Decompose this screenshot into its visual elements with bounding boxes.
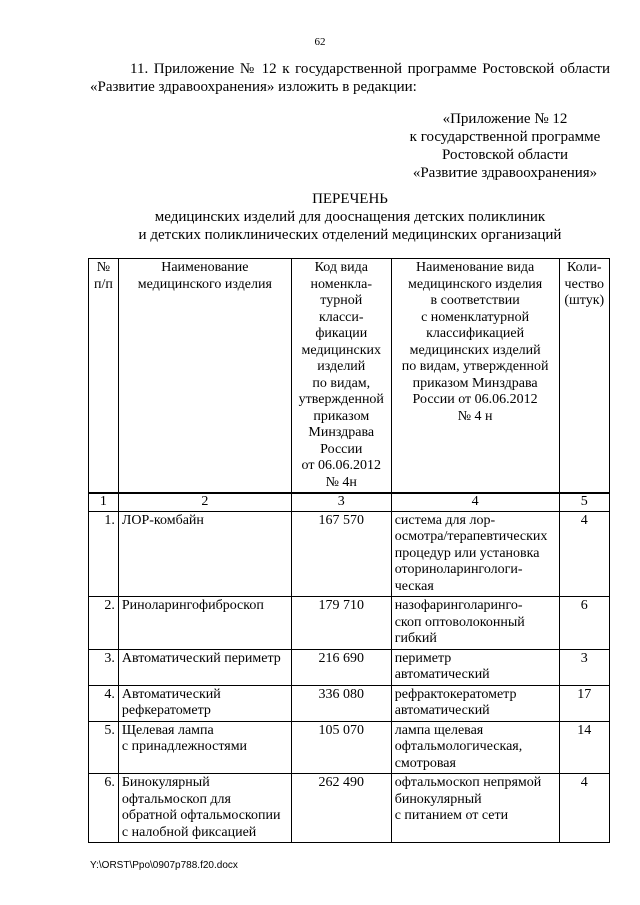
column-index: 4 bbox=[391, 493, 559, 511]
column-index: 1 bbox=[89, 493, 119, 511]
table-row bbox=[89, 774, 610, 843]
device-name: ЛОР-комбайн bbox=[118, 511, 291, 597]
header-quantity: Коли- чество (штук) bbox=[559, 259, 609, 494]
intro-line-1: 11. Приложение № 12 к государственной программе Ростовской области bbox=[130, 61, 610, 77]
column-index: 3 bbox=[291, 493, 391, 511]
header-kind-name: Наименование вида медицинского изделия в соответствии с номенклатурной классификацией медицинских изделий по видам, утвержденной приказом Минздрава России от 06.06.2012 № 4 н bbox=[391, 259, 559, 494]
equipment-table bbox=[88, 258, 610, 843]
device-name: Автоматический рефкератометр bbox=[118, 685, 291, 721]
row-number: 1. bbox=[89, 511, 119, 597]
row-number: 4. bbox=[89, 685, 119, 721]
header-code: Код вида номенкла- турной класси- фикации медицинских изделий по видам, утвержденной приказом Минздрава России от 06.06.2012 № 4н bbox=[291, 259, 391, 494]
quantity: 17 bbox=[559, 685, 609, 721]
quantity: 4 bbox=[559, 774, 609, 843]
quantity: 14 bbox=[559, 721, 609, 774]
page-number: 62 bbox=[314, 36, 326, 48]
device-kind: рефрактокератометр автоматический bbox=[391, 685, 559, 721]
quantity: 4 bbox=[559, 511, 609, 597]
device-kind: периметр автоматический bbox=[391, 649, 559, 685]
classification-code: 105 070 bbox=[291, 721, 391, 774]
header-number: № п/п bbox=[89, 259, 119, 494]
column-index-row bbox=[89, 493, 610, 511]
column-index: 5 bbox=[559, 493, 609, 511]
device-kind: офтальмоскоп непрямой бинокулярный с питанием от сети bbox=[391, 774, 559, 843]
title-heading: ПЕРЕЧЕНЬ bbox=[312, 191, 388, 207]
classification-code: 179 710 bbox=[291, 597, 391, 650]
appendix-line: Ростовской области bbox=[442, 147, 568, 163]
appendix-header bbox=[360, 110, 640, 182]
appendix-line: «Приложение № 12 bbox=[442, 111, 568, 127]
title-subtitle-2: и детских поликлинических отделений медицинских организаций bbox=[138, 227, 562, 243]
file-path-footer: Y:\ORST\Ppo\0907p788.f20.docx bbox=[90, 860, 238, 871]
classification-code: 167 570 bbox=[291, 511, 391, 597]
document-title bbox=[90, 190, 610, 244]
table-header-row bbox=[89, 259, 610, 494]
table-row bbox=[89, 511, 610, 597]
row-number: 5. bbox=[89, 721, 119, 774]
appendix-line: к государственной программе bbox=[409, 129, 601, 145]
row-number: 2. bbox=[89, 597, 119, 650]
row-number: 3. bbox=[89, 649, 119, 685]
classification-code: 262 490 bbox=[291, 774, 391, 843]
table-row bbox=[89, 721, 610, 774]
quantity: 3 bbox=[559, 649, 609, 685]
classification-code: 336 080 bbox=[291, 685, 391, 721]
intro-paragraph bbox=[90, 60, 610, 96]
device-kind: лампа щелевая офтальмологическая, смотровая bbox=[391, 721, 559, 774]
device-name: Щелевая лампа с принадлежностями bbox=[118, 721, 291, 774]
device-name: Автоматический периметр bbox=[118, 649, 291, 685]
device-kind: система для лор- осмотра/терапевтических процедур или установка оториноларингологи- ческая bbox=[391, 511, 559, 597]
device-name: Бинокулярный офтальмоскоп для обратной офтальмоскопии с налобной фиксацией bbox=[118, 774, 291, 843]
appendix-line: «Развитие здравоохранения» bbox=[412, 165, 598, 181]
intro-line-2: «Развитие здравоохранения» изложить в редакции: bbox=[90, 79, 417, 95]
title-subtitle-1: медицинских изделий для дооснащения детских поликлиник bbox=[154, 209, 546, 225]
device-name: Риноларингофиброскоп bbox=[118, 597, 291, 650]
table-row bbox=[89, 597, 610, 650]
classification-code: 216 690 bbox=[291, 649, 391, 685]
table-row bbox=[89, 649, 610, 685]
quantity: 6 bbox=[559, 597, 609, 650]
header-device-name: Наименование медицинского изделия bbox=[118, 259, 291, 494]
column-index: 2 bbox=[118, 493, 291, 511]
row-number: 6. bbox=[89, 774, 119, 843]
device-kind: назофаринголаринго- скоп оптоволоконный гибкий bbox=[391, 597, 559, 650]
table-row bbox=[89, 685, 610, 721]
